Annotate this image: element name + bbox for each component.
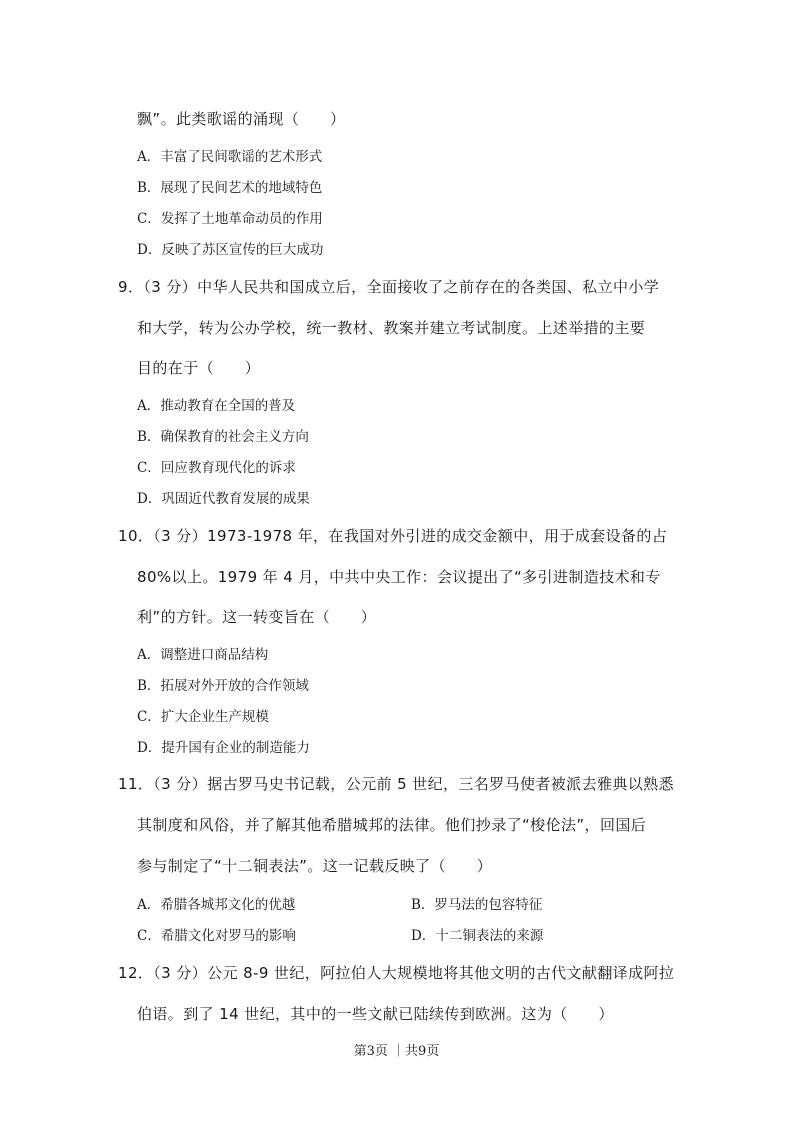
q10-stem-line-3: 利”的方针。这一转变旨在（ ） bbox=[137, 608, 377, 626]
q8-option-c[interactable]: C．发挥了土地革命动员的作用 bbox=[137, 211, 323, 227]
q9-option-d[interactable]: D．巩固近代教育发展的成果 bbox=[137, 491, 310, 507]
q10-stem-line-2: 80%以上。1979 年 4 月，中共中央工作：会议提出了“多引进制造技术和专 bbox=[137, 568, 661, 586]
q8-option-b[interactable]: B．展现了民间艺术的地域特色 bbox=[137, 180, 323, 196]
q10-option-d[interactable]: D．提升国有企业的制造能力 bbox=[137, 740, 310, 756]
q9-stem-line-3: 目的在于（ ） bbox=[137, 359, 261, 377]
q11-stem-line-1: 11．（3 分）据古罗马史书记载，公元前 5 世纪，三名罗马使者被派去雅典以熟悉 bbox=[118, 775, 674, 793]
q11-option-d[interactable]: D．十二铜表法的来源 bbox=[411, 928, 544, 944]
q12-stem-line-2: 伯语。到了 14 世纪，其中的一些文献已陆续传到欧洲。这为（ ） bbox=[137, 1005, 614, 1023]
q10-stem-line-1: 10．（3 分）1973-1978 年，在我国对外引进的成交金额中，用于成套设备的占 bbox=[118, 527, 668, 545]
q9-option-b[interactable]: B．确保教育的社会主义方向 bbox=[137, 429, 309, 445]
q11-option-b[interactable]: B．罗马法的包容特征 bbox=[411, 897, 543, 913]
q11-option-a[interactable]: A．希腊各城邦文化的优越 bbox=[137, 897, 296, 913]
q11-stem-line-2: 其制度和风俗，并了解其他希腊城邦的法律。他们抄录了“梭伦法”，回国后 bbox=[137, 816, 647, 834]
q9-stem-line-1: 9．（3 分）中华人民共和国成立后，全面接收了之前存在的各类国、私立中小学 bbox=[118, 278, 660, 296]
q12-stem-line-1: 12．（3 分）公元 8-9 世纪，阿拉伯人大规模地将其他文明的古代文献翻译成阿拉 bbox=[118, 964, 675, 982]
q8-option-a[interactable]: A．丰富了民间歌谣的艺术形式 bbox=[137, 149, 323, 165]
q10-option-b[interactable]: B．拓展对外开放的合作领域 bbox=[137, 678, 309, 694]
q10-option-a[interactable]: A．调整进口商品结构 bbox=[137, 647, 269, 663]
q10-option-c[interactable]: C．扩大企业生产规模 bbox=[137, 709, 269, 725]
q9-option-a[interactable]: A．推动教育在全国的普及 bbox=[137, 398, 296, 414]
q8-option-d[interactable]: D．反映了苏区宣传的巨大成功 bbox=[137, 242, 324, 258]
q11-option-c[interactable]: C．希腊文化对罗马的影响 bbox=[137, 928, 296, 944]
q8-stem-tail: 飘”。此类歌谣的涌现（ ） bbox=[137, 110, 346, 128]
q11-stem-line-3: 参与制定了“十二铜表法”。这一记载反映了（ ） bbox=[137, 857, 493, 875]
page-footer: 第3页 ｜共9页 bbox=[353, 1044, 440, 1059]
q9-stem-line-2: 和大学，转为公办学校，统一教材、教案并建立考试制度。上述举措的主要 bbox=[137, 319, 646, 337]
q9-option-c[interactable]: C．回应教育现代化的诉求 bbox=[137, 460, 296, 476]
